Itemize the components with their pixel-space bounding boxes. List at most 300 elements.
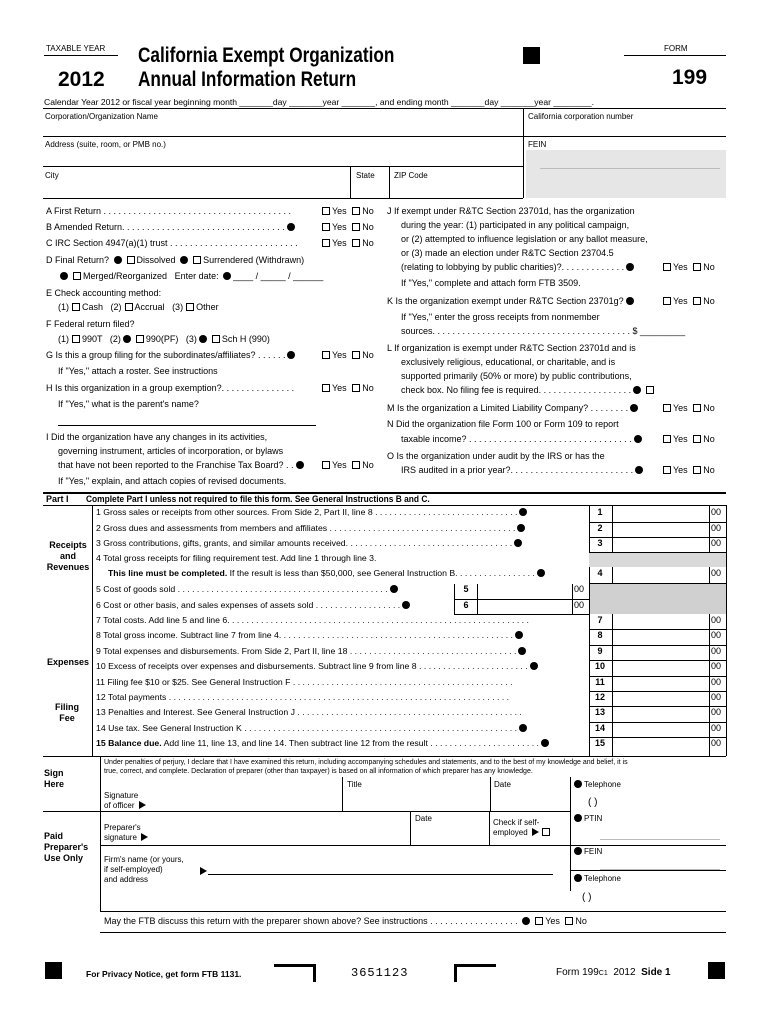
part1-line-13 bbox=[96, 707, 522, 717]
bullet-icon bbox=[515, 631, 523, 639]
question-e-options bbox=[58, 302, 219, 312]
question-b-yes-checkbox[interactable] bbox=[322, 223, 330, 231]
state-input[interactable] bbox=[351, 168, 388, 196]
line-number-4: 4 bbox=[597, 568, 603, 578]
line-2-amount-input[interactable] bbox=[613, 523, 708, 537]
cents-00: 00 bbox=[711, 568, 722, 578]
bullet-icon bbox=[541, 739, 549, 747]
990t-checkbox[interactable] bbox=[72, 335, 80, 343]
yes-label: Yes bbox=[673, 465, 688, 475]
question-b-answers bbox=[319, 222, 374, 232]
question-l-line1: L If organization is exempt under R&TC Section 23701d and is bbox=[387, 343, 636, 353]
preparer-phone-input[interactable]: ( ) bbox=[582, 892, 592, 903]
preparer-signature-label bbox=[104, 823, 148, 843]
bullet-icon bbox=[390, 585, 398, 593]
bullet-icon bbox=[114, 256, 122, 264]
bullet-icon bbox=[287, 351, 295, 359]
cents-00: 00 bbox=[711, 661, 722, 671]
ca-corp-number-input[interactable] bbox=[526, 110, 726, 135]
sig-officer-line2 bbox=[104, 801, 146, 811]
question-h-no-checkbox[interactable] bbox=[352, 384, 360, 392]
discuss-question bbox=[104, 916, 587, 926]
dissolved-label: Dissolved bbox=[136, 255, 176, 265]
part1-line-11 bbox=[96, 677, 513, 687]
question-i-line2: governing instrument, articles of incorporation, or bylaws bbox=[58, 446, 284, 456]
question-j-line3: or (2) attempted to influence legislation or any ballot measure, bbox=[401, 234, 648, 244]
bullet-icon bbox=[287, 223, 295, 231]
cents-00: 00 bbox=[711, 507, 722, 517]
question-c-yes-checkbox[interactable] bbox=[322, 239, 330, 247]
signature-officer-label bbox=[104, 791, 146, 811]
question-i-yes-checkbox[interactable] bbox=[322, 461, 330, 469]
line-7-amount-input[interactable] bbox=[613, 615, 708, 629]
part1-line-4 bbox=[108, 568, 547, 578]
preparer-signature-input[interactable] bbox=[160, 815, 410, 845]
footer-form-label: Form 199 bbox=[556, 967, 599, 978]
part1-line-text: 1 Gross sales or receipts from other sources. From Side 2, Part II, line 8 . . . . . . . . . . . . . . . . . . . . . . . . . . . . . . bbox=[96, 507, 518, 517]
question-i-text: that have not been reported to the Franchise Tax Board? . . bbox=[58, 460, 294, 470]
part1-line-text: 2 Gross dues and assessments from members and affiliates . . . . . . . . . . . . . . . . . . . . . . . . . . . . . . . . . . . . . . . bbox=[96, 523, 516, 533]
part1-line-bold-text: This line must be completed. bbox=[108, 568, 228, 578]
part1-line-3 bbox=[96, 538, 524, 548]
officer-date-input[interactable] bbox=[491, 790, 569, 810]
expenses-label: Expenses bbox=[46, 657, 90, 667]
form-number: 199 bbox=[672, 66, 708, 89]
part1-line-10 bbox=[96, 661, 540, 671]
bullet-icon bbox=[626, 297, 634, 305]
firm-line3: and address bbox=[104, 875, 149, 884]
part1-line-text: 9 Total expenses and disbursements. From Side 2, Part II, line 18 . . . . . . . . . . . . . . . . . . . . . . . . . . . . . . . . . . . bbox=[96, 646, 517, 656]
question-g-note: If "Yes," attach a roster. See instructions bbox=[58, 366, 218, 376]
990t-label: 990T bbox=[82, 334, 103, 344]
no-label: No bbox=[362, 222, 374, 232]
part1-line-1 bbox=[96, 507, 529, 517]
part1-heading: Complete Part I unless not required to file this form. See General Instructions B and C. bbox=[86, 494, 430, 504]
yes-label: Yes bbox=[332, 222, 347, 232]
question-m-yes-checkbox[interactable] bbox=[663, 404, 671, 412]
question-k-text: K Is the organization exempt under R&TC Section 23701g? bbox=[387, 296, 624, 306]
line4a-shade bbox=[589, 553, 726, 567]
part1-line-2 bbox=[96, 523, 527, 533]
firm-line1: Firm's name (or yours, bbox=[104, 855, 184, 864]
ptin-label bbox=[572, 814, 602, 823]
address-input[interactable] bbox=[43, 138, 523, 164]
line-6-amount-input[interactable] bbox=[478, 600, 571, 614]
perjury-line2: true, correct, and complete. Declaration of preparer (other than taxpayer) is based on all information of which preparer has any knowledge. bbox=[104, 768, 533, 775]
bullet-icon bbox=[514, 539, 522, 547]
question-j-answers bbox=[660, 262, 715, 272]
question-j-yes-checkbox[interactable] bbox=[663, 263, 671, 271]
officer-phone-input[interactable]: ( ) bbox=[588, 797, 598, 808]
zip-label: ZIP Code bbox=[394, 171, 428, 180]
bullet-icon bbox=[530, 662, 538, 670]
preparer-date-input[interactable] bbox=[412, 824, 487, 844]
question-f-options bbox=[58, 334, 270, 344]
line-13-amount-input[interactable] bbox=[613, 707, 708, 721]
option-2-label: (2) bbox=[109, 334, 121, 344]
sig-officer-line1: Signature bbox=[104, 791, 139, 800]
form-title-line2: Annual Information Return bbox=[138, 68, 357, 91]
option-1-label: (1) bbox=[58, 302, 69, 312]
question-g-answers bbox=[319, 350, 374, 360]
registration-square bbox=[523, 47, 540, 64]
bullet-icon bbox=[296, 461, 304, 469]
part1-line-text: Add line 11, line 13, and line 14. Then subtract line 12 from the result . . . . . . . . . . . . . . . . . . . . . . . bbox=[161, 738, 539, 748]
no-label: No bbox=[703, 262, 715, 272]
date-label: Date bbox=[494, 780, 511, 789]
firm-name-label bbox=[104, 855, 184, 885]
accrual-label: Accrual bbox=[134, 302, 165, 312]
footer-right-square bbox=[708, 962, 725, 979]
no-label: No bbox=[703, 465, 715, 475]
question-i-answers bbox=[319, 460, 374, 470]
cash-checkbox[interactable] bbox=[72, 303, 80, 311]
question-a-no-checkbox[interactable] bbox=[352, 207, 360, 215]
no-label: No bbox=[703, 296, 715, 306]
question-h-text: H Is this organization in a group exemption?. . . . . . . . . . . . . . . bbox=[46, 383, 295, 393]
dissolved-checkbox[interactable] bbox=[127, 256, 135, 264]
form-label: FORM bbox=[664, 44, 688, 53]
no-label: No bbox=[703, 434, 715, 444]
self-employed-checkbox[interactable] bbox=[542, 828, 550, 836]
surrendered-label: Surrendered (Withdrawn) bbox=[203, 255, 305, 265]
cents-00: 00 bbox=[711, 630, 722, 640]
line-number-1: 1 bbox=[597, 507, 603, 517]
yes-label: Yes bbox=[332, 460, 347, 470]
telephone-text: Telephone bbox=[584, 780, 621, 789]
line-number-11: 11 bbox=[595, 677, 605, 687]
bullet-icon bbox=[517, 524, 525, 532]
footer-bracket-left bbox=[274, 964, 316, 982]
question-l-line3: supported primarily (50% or more) by public contributions, bbox=[401, 371, 632, 381]
question-m bbox=[387, 403, 640, 413]
line-5-amount-input[interactable] bbox=[478, 584, 571, 598]
receipts-revenues-label: Receipts and Revenues bbox=[46, 540, 90, 572]
employed-text: employed bbox=[493, 828, 528, 837]
footer-bracket-right bbox=[454, 964, 496, 982]
ptin-text: PTIN bbox=[584, 814, 603, 823]
part1-line-4a bbox=[96, 553, 376, 563]
question-l-line4 bbox=[401, 385, 656, 395]
bullet-icon bbox=[635, 466, 643, 474]
question-d-text: D Final Return? bbox=[46, 255, 110, 265]
prep-date-label: Date bbox=[415, 814, 432, 823]
other-label: Other bbox=[196, 302, 219, 312]
question-l-line2: exclusively religious, educational, or charitable, and is bbox=[401, 357, 616, 367]
question-g bbox=[46, 350, 297, 360]
question-o-answers bbox=[660, 465, 715, 475]
part1-line-text: 13 Penalties and Interest. See General Instruction J . . . . . . . . . . . . . . . . . . . . . . . . . . . . . . . . . . . . . . . . . . . . . . . bbox=[96, 707, 522, 717]
firm-line2: if self-employed) bbox=[104, 865, 163, 874]
corp-name-label: Corporation/Organization Name bbox=[45, 112, 158, 121]
question-n-yes-checkbox[interactable] bbox=[663, 435, 671, 443]
question-j-note: If "Yes," complete and attach form FTB 3509. bbox=[401, 278, 581, 288]
taxable-year-label: TAXABLE YEAR bbox=[46, 44, 106, 53]
telephone-label bbox=[572, 780, 621, 789]
question-a-yes-checkbox[interactable] bbox=[322, 207, 330, 215]
prep-sig-line2 bbox=[104, 833, 148, 843]
cents-00: 00 bbox=[574, 600, 585, 610]
question-o-line1: O Is the organization under audit by the IRS or has the bbox=[387, 451, 605, 461]
line-number-12: 12 bbox=[594, 692, 605, 702]
no-label: No bbox=[575, 916, 587, 926]
filing-fee-label: Filing Fee bbox=[55, 702, 79, 723]
cash-label: Cash bbox=[82, 302, 104, 312]
no-label: No bbox=[362, 238, 374, 248]
line-8-amount-input[interactable] bbox=[613, 630, 708, 644]
self-employed-label bbox=[493, 818, 552, 838]
cents-00: 00 bbox=[574, 584, 585, 594]
part1-line-text: 4 Total gross receipts for filing requirement test. Add line 1 through line 3. bbox=[96, 553, 377, 563]
bullet-icon bbox=[626, 263, 634, 271]
discuss-no-checkbox[interactable] bbox=[565, 917, 573, 925]
part1-line-text: If the result is less than $50,000, see General Instruction B. . . . . . . . . . . . . . . . . bbox=[227, 568, 535, 578]
question-j-line4: or (3) made an election under R&TC Section 23704.5 bbox=[401, 248, 614, 258]
line-15-amount-input[interactable] bbox=[613, 738, 708, 752]
tax-year: 2012 bbox=[58, 68, 105, 91]
part1-line-text: 14 Use tax. See General Instruction K . . . . . . . . . . . . . . . . . . . . . . . . . . . . . . . . . . . . . . . . . . . . . . . . . . . . . . . . . bbox=[96, 723, 517, 733]
ca-corp-number-label: California corporation number bbox=[528, 112, 634, 121]
part1-line-12 bbox=[96, 692, 509, 702]
question-h-note: If "Yes," what is the parent's name? bbox=[58, 399, 199, 409]
footer-form-id bbox=[556, 967, 671, 978]
question-a-text: A First Return . . . . . . . . . . . . . . . . . . . . . . . . . . . . . . . . . . . . . . bbox=[46, 206, 292, 216]
corp-name-input[interactable] bbox=[43, 110, 523, 135]
line-3-amount-input[interactable] bbox=[613, 538, 708, 552]
no-label: No bbox=[362, 460, 374, 470]
footer-form-sub: C1 bbox=[598, 970, 608, 977]
line-number-3: 3 bbox=[597, 538, 603, 548]
bullet-icon bbox=[574, 847, 582, 855]
part1-line-8 bbox=[96, 630, 525, 640]
sch-h-label: Sch H (990) bbox=[221, 334, 270, 344]
part1-label: Part I bbox=[46, 494, 69, 504]
surrendered-checkbox[interactable] bbox=[193, 256, 201, 264]
cents-00: 00 bbox=[711, 523, 722, 533]
privacy-notice: For Privacy Notice, get form FTB 1131. bbox=[86, 969, 242, 979]
line-1-amount-input[interactable] bbox=[613, 507, 708, 521]
line-14-amount-input[interactable] bbox=[613, 723, 708, 737]
telephone-text: Telephone bbox=[584, 874, 621, 883]
question-h-yes-checkbox[interactable] bbox=[322, 384, 330, 392]
question-g-yes-checkbox[interactable] bbox=[322, 351, 330, 359]
bullet-icon bbox=[574, 814, 582, 822]
line-number-2: 2 bbox=[597, 523, 603, 533]
other-checkbox[interactable] bbox=[186, 303, 194, 311]
question-i-note: If "Yes," explain, and attach copies of revised documents. bbox=[58, 476, 287, 486]
question-n-no-checkbox[interactable] bbox=[693, 435, 701, 443]
line-number-7: 7 bbox=[597, 615, 603, 625]
990pf-checkbox[interactable] bbox=[136, 335, 144, 343]
line-12-amount-input[interactable] bbox=[613, 692, 708, 706]
cents-00: 00 bbox=[711, 692, 722, 702]
part1-line-text: 7 Total costs. Add line 5 and line 6. . . . . . . . . . . . . . . . . . . . . . . . . . . . . . . . . . . . . . . . . . . . . . . . . . . . . . . . . . . . . . . bbox=[96, 615, 529, 625]
part1-line-text: 11 Filing fee $10 or $25. See General Instruction F . . . . . . . . . . . . . . . . . . . . . . . . . . . . . . . . . . . . . . . . . . . . . . bbox=[96, 677, 513, 687]
line-9-amount-input[interactable] bbox=[613, 646, 708, 660]
of-officer-text: of officer bbox=[104, 801, 135, 810]
question-k-answers bbox=[660, 296, 715, 306]
line-number-13: 13 bbox=[594, 707, 605, 717]
state-label: State bbox=[356, 171, 375, 180]
line-4-amount-input[interactable] bbox=[613, 568, 708, 582]
officer-signature-input[interactable] bbox=[170, 790, 340, 810]
question-g-text: G Is this a group filing for the subordinates/affiliates? . . . . . . bbox=[46, 350, 286, 360]
line-number-6: 6 bbox=[463, 600, 469, 610]
city-label: City bbox=[45, 171, 59, 180]
yes-label: Yes bbox=[673, 403, 688, 413]
question-f: F Federal return filed? bbox=[46, 319, 135, 329]
question-m-answers bbox=[660, 403, 715, 413]
gross-receipts-input[interactable]: sources. . . . . . . . . . . . . . . . . . . . . . . . . . . . . . . . . . . . . . . . $ _________ bbox=[401, 326, 686, 336]
question-d bbox=[46, 255, 304, 265]
self-emp-line2 bbox=[493, 828, 552, 838]
bullet-icon bbox=[519, 724, 527, 732]
question-j-line1: J If exempt under R&TC Section 23701d, has the organization bbox=[387, 206, 635, 216]
990pf-label: 990(PF) bbox=[145, 334, 179, 344]
line-number-5: 5 bbox=[463, 584, 469, 594]
bullet-icon bbox=[402, 601, 410, 609]
question-k-yes-checkbox[interactable] bbox=[663, 297, 671, 305]
question-n-text: taxable income? . . . . . . . . . . . . . . . . . . . . . . . . . . . . . . . . . bbox=[401, 434, 632, 444]
line-10-amount-input[interactable] bbox=[613, 661, 708, 675]
line-number-15: 15 bbox=[594, 738, 605, 748]
yes-label: Yes bbox=[545, 916, 560, 926]
cents-00: 00 bbox=[711, 646, 722, 656]
question-l-checkbox[interactable] bbox=[646, 386, 654, 394]
question-b-text: B Amended Return. . . . . . . . . . . . . . . . . . . . . . . . . . . . . . . . . bbox=[46, 222, 285, 232]
self-emp-line1: Check if self- bbox=[493, 818, 540, 827]
perjury-line1: Under penalties of perjury, I declare that I have examined this return, including accompanying schedules and statements, and to the best of my knowledge and belief, it is bbox=[104, 759, 628, 766]
yes-label: Yes bbox=[673, 296, 688, 306]
parent-name-input[interactable] bbox=[58, 425, 316, 426]
no-label: No bbox=[703, 403, 715, 413]
arrow-icon bbox=[200, 867, 207, 875]
cents-00: 00 bbox=[711, 538, 722, 548]
city-input[interactable] bbox=[43, 168, 348, 196]
question-o-no-checkbox[interactable] bbox=[693, 466, 701, 474]
option-2-label: (2) bbox=[110, 302, 122, 312]
part1-line-text: 12 Total payments . . . . . . . . . . . . . . . . . . . . . . . . . . . . . . . . . . . . . . . . . . . . . . . . . . . . . . . . . . . . . . . . . . . . . . . bbox=[96, 692, 510, 702]
calendar-year-line[interactable]: Calendar Year 2012 or fiscal year beginning month _______day _______year _______, and ending month _______day _______year ________. bbox=[44, 97, 594, 107]
merged-checkbox[interactable] bbox=[73, 272, 81, 280]
address-label: Address (suite, room, or PMB no.) bbox=[45, 140, 166, 149]
bullet-icon bbox=[199, 335, 207, 343]
discuss-yes-checkbox[interactable] bbox=[535, 917, 543, 925]
fein-shade bbox=[526, 150, 726, 198]
question-i-line3 bbox=[58, 460, 306, 470]
merge-date-input[interactable]: ____ / _____ / ______ bbox=[233, 271, 324, 281]
preparer-fein-input[interactable] bbox=[600, 862, 720, 870]
part1-line-6 bbox=[96, 600, 412, 610]
sch-h-checkbox[interactable] bbox=[212, 335, 220, 343]
question-m-no-checkbox[interactable] bbox=[693, 404, 701, 412]
question-n-answers bbox=[660, 434, 715, 444]
option-3-label: (3) bbox=[172, 302, 184, 312]
question-b-no-checkbox[interactable] bbox=[352, 223, 360, 231]
part1-line-9 bbox=[96, 646, 528, 656]
bullet-icon bbox=[223, 272, 231, 280]
firm-name-input[interactable] bbox=[208, 874, 553, 875]
question-l-text: check box. No filing fee is required. . . . . . . . . . . . . . . . . . . bbox=[401, 385, 632, 395]
line-number-9: 9 bbox=[597, 646, 603, 656]
question-n-line2 bbox=[401, 434, 644, 444]
part1-line-5 bbox=[96, 584, 400, 594]
question-o-yes-checkbox[interactable] bbox=[663, 466, 671, 474]
question-j-no-checkbox[interactable] bbox=[693, 263, 701, 271]
bullet-icon bbox=[574, 874, 582, 882]
question-e: E Check accounting method: bbox=[46, 288, 162, 298]
question-i-no-checkbox[interactable] bbox=[352, 461, 360, 469]
barcode-number: 3651123 bbox=[351, 966, 409, 980]
question-m-text: M Is the organization a Limited Liability Company? . . . . . . . . bbox=[387, 403, 629, 413]
accrual-checkbox[interactable] bbox=[125, 303, 133, 311]
zip-input[interactable] bbox=[390, 168, 522, 196]
bullet-icon bbox=[123, 335, 131, 343]
no-label: No bbox=[362, 206, 374, 216]
question-j-line2: during the year: (1) participated in any political campaign, bbox=[401, 220, 630, 230]
signature-text: signature bbox=[104, 833, 137, 842]
bullet-icon bbox=[518, 647, 526, 655]
ptin-input[interactable] bbox=[600, 832, 720, 840]
part1-line-text: 10 Excess of receipts over expenses and disbursements. Subtract line 9 from line 8 . . . . . . . . . . . . . . . . . . . . . . . bbox=[96, 661, 528, 671]
prep-telephone-label bbox=[572, 874, 621, 883]
bullet-icon bbox=[574, 780, 582, 788]
question-j-line5 bbox=[401, 262, 636, 272]
bullet-icon bbox=[537, 569, 545, 577]
line-11-amount-input[interactable] bbox=[613, 677, 708, 691]
sign-here-label: Sign Here bbox=[44, 768, 65, 789]
paid-preparer-label: Paid Preparer's Use Only bbox=[44, 831, 89, 863]
title-label: Title bbox=[347, 780, 362, 789]
yes-label: Yes bbox=[332, 383, 347, 393]
line-number-10: 10 bbox=[594, 661, 605, 671]
question-k-no-checkbox[interactable] bbox=[693, 297, 701, 305]
cents-00: 00 bbox=[711, 707, 722, 717]
officer-title-input[interactable] bbox=[343, 790, 488, 810]
bullet-icon bbox=[630, 404, 638, 412]
question-g-no-checkbox[interactable] bbox=[352, 351, 360, 359]
line5-6-shade bbox=[589, 584, 726, 614]
enter-date-label: Enter date: bbox=[174, 271, 219, 281]
footer-year: 2012 bbox=[613, 967, 636, 978]
arrow-icon bbox=[532, 828, 539, 836]
question-a-answers bbox=[319, 206, 374, 216]
option-1-label: (1) bbox=[58, 334, 69, 344]
yes-label: Yes bbox=[332, 350, 347, 360]
cents-00: 00 bbox=[711, 738, 722, 748]
question-h bbox=[46, 383, 294, 393]
part1-line-text: 6 Cost or other basis, and sales expenses of assets sold . . . . . . . . . . . . . . . . . . bbox=[96, 600, 401, 610]
yes-label: Yes bbox=[673, 262, 688, 272]
cents-00: 00 bbox=[711, 615, 722, 625]
question-o-line2 bbox=[401, 465, 645, 475]
part1-line-14 bbox=[96, 723, 529, 733]
footer-side: Side 1 bbox=[641, 967, 671, 978]
yes-label: Yes bbox=[673, 434, 688, 444]
question-c bbox=[46, 238, 298, 248]
question-n-line1: N Did the organization file Form 100 or Form 109 to report bbox=[387, 419, 619, 429]
discuss-text: May the FTB discuss this return with the preparer shown above? See instructions . . . . . . . . . . . . . . . . . . bbox=[104, 916, 518, 926]
part1-line-bold-text: 15 Balance due. bbox=[96, 738, 162, 748]
question-h-answers bbox=[319, 383, 374, 393]
question-c-no-checkbox[interactable] bbox=[352, 239, 360, 247]
question-k-line2: If "Yes," enter the gross receipts from nonmember bbox=[401, 312, 600, 322]
bullet-icon bbox=[519, 508, 527, 516]
question-o-text: IRS audited in a prior year?. . . . . . . . . . . . . . . . . . . . . . . . . bbox=[401, 465, 634, 475]
fein-label: FEIN bbox=[528, 140, 547, 149]
bullet-icon bbox=[634, 435, 642, 443]
question-j-text: (relating to lobbying by public charities)?. . . . . . . . . . . . . bbox=[401, 262, 625, 272]
